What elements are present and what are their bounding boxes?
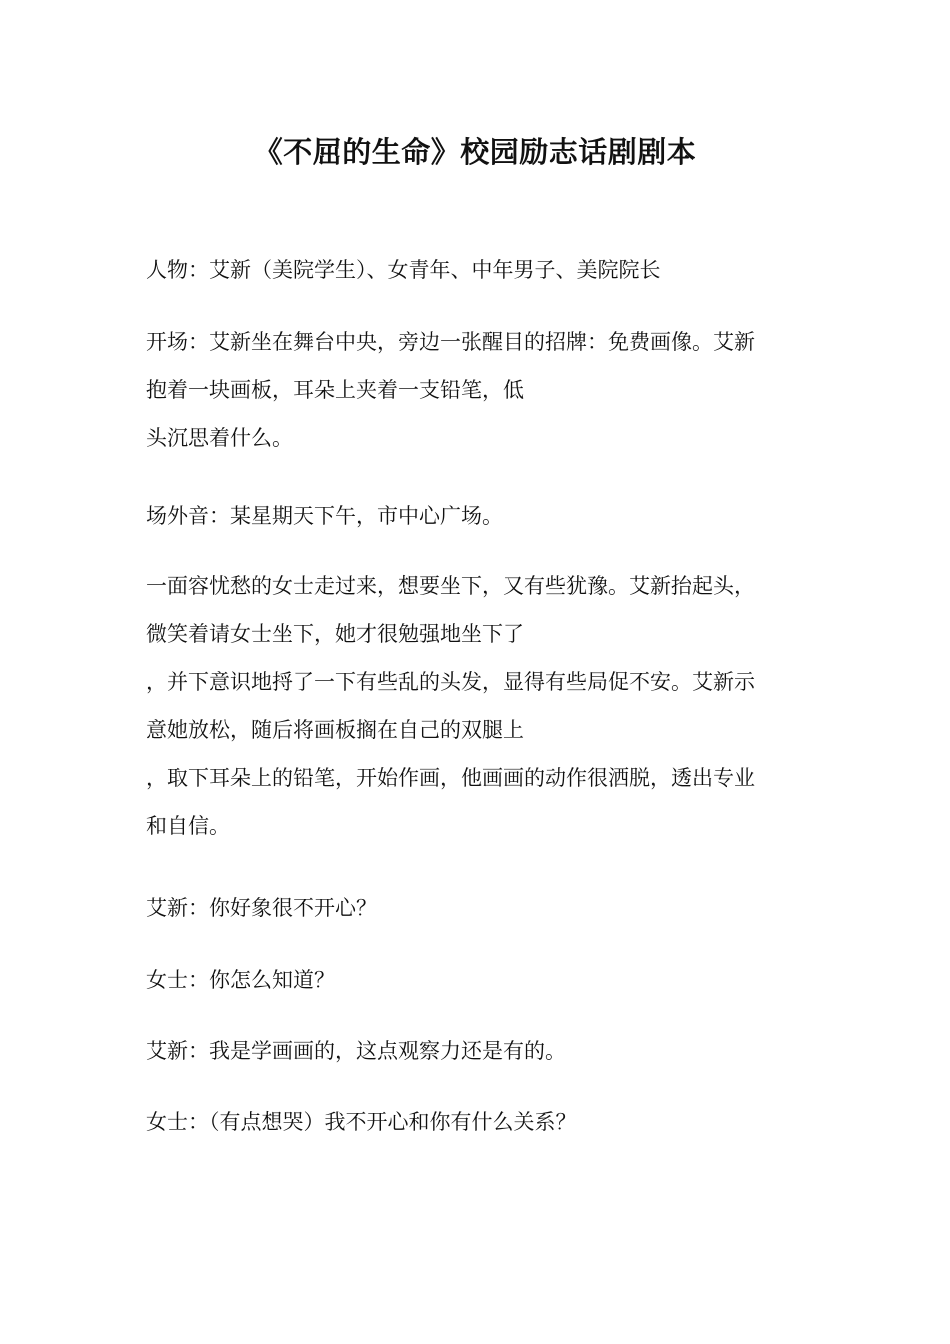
paragraph-line: 微笑着请女士坐下，她才很勉强地坐下了 [146, 622, 524, 646]
paragraph-line: 一面容忧愁的女士走过来，想要坐下，又有些犹豫。艾新抬起头， [146, 574, 755, 598]
paragraph-line: 头沉思着什么。 [146, 426, 293, 450]
dialogue-line [146, 956, 806, 1004]
paragraph-characters [146, 246, 806, 294]
paragraph-line: 人物：艾新（美院学生）、女青年、中年男子、美院院长 [146, 258, 661, 282]
paragraph-line: 艾新：我是学画画的，这点观察力还是有的。 [146, 1039, 566, 1063]
paragraph-opening [146, 318, 806, 462]
dialogue-line [146, 884, 806, 932]
paragraph-line: 抱着一块画板，耳朵上夹着一支铅笔，低 [146, 378, 524, 402]
paragraph-line: ，取下耳朵上的铅笔，开始作画，他画画的动作很洒脱，透出专业 [146, 766, 755, 790]
paragraph-line: 和自信。 [146, 814, 230, 838]
dialogue-line [146, 1027, 806, 1075]
paragraph-line: 艾新：你好象很不开心？ [146, 896, 377, 920]
paragraph-offstage-voice [146, 492, 806, 540]
paragraph-line: 场外音：某星期天下午，市中心广场。 [146, 504, 503, 528]
document-title: 《不屈的生命》校园励志话剧剧本 [253, 135, 697, 169]
paragraph-line: 开场：艾新坐在舞台中央，旁边一张醒目的招牌：免费画像。艾新 [146, 330, 755, 354]
paragraph-line: 女士：（有点想哭）我不开心和你有什么关系？ [146, 1110, 577, 1134]
paragraph-stage-direction [146, 562, 806, 850]
paragraph-line: ，并下意识地捋了一下有些乱的头发，显得有些局促不安。艾新示 [146, 670, 755, 694]
dialogue-line [146, 1098, 806, 1146]
paragraph-line: 意她放松，随后将画板搁在自己的双腿上 [146, 718, 524, 742]
paragraph-line: 女士：你怎么知道？ [146, 968, 335, 992]
